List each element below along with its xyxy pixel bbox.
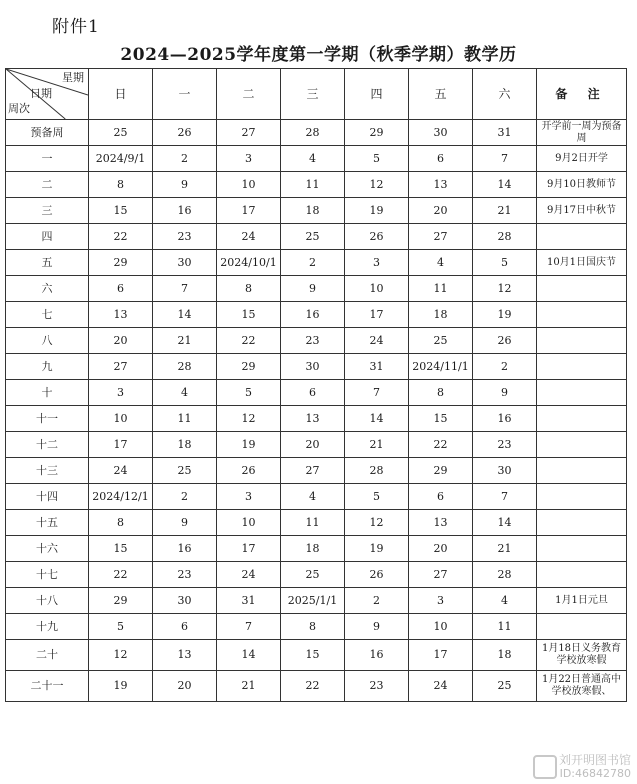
date-cell: 24: [217, 224, 281, 250]
table-row: [6, 276, 627, 302]
day-header: 三: [281, 69, 345, 120]
week-number-cell: 十七: [6, 562, 89, 588]
date-cell: 29: [217, 354, 281, 380]
date-cell: 12: [345, 172, 409, 198]
date-cell: 30: [153, 588, 217, 614]
table-row: [6, 432, 627, 458]
date-cell: 13: [409, 510, 473, 536]
week-number-cell: 十三: [6, 458, 89, 484]
date-cell: 20: [89, 328, 153, 354]
date-cell: 5: [345, 146, 409, 172]
table-row: [6, 671, 627, 702]
date-cell: 7: [473, 484, 537, 510]
teaching-calendar-table: [5, 68, 627, 702]
week-number-cell: 十四: [6, 484, 89, 510]
date-cell: 10: [409, 614, 473, 640]
date-cell: 7: [473, 146, 537, 172]
remark-cell: 1月18日义务教育学校放寒假: [537, 640, 627, 671]
date-cell: 10: [345, 276, 409, 302]
date-cell: 24: [345, 328, 409, 354]
date-cell: 22: [89, 224, 153, 250]
date-cell: 16: [153, 198, 217, 224]
date-cell: 28: [153, 354, 217, 380]
date-cell: 4: [153, 380, 217, 406]
date-cell: 30: [281, 354, 345, 380]
table-row: [6, 562, 627, 588]
date-cell: 9: [473, 380, 537, 406]
date-cell: 27: [409, 562, 473, 588]
date-cell: 9: [153, 510, 217, 536]
date-cell: 11: [281, 510, 345, 536]
date-cell: 17: [345, 302, 409, 328]
remark-cell: 9月2日开学: [537, 146, 627, 172]
date-cell: 15: [281, 640, 345, 671]
date-cell: 4: [409, 250, 473, 276]
date-cell: 17: [217, 536, 281, 562]
table-row: [6, 120, 627, 146]
week-number-cell: 十九: [6, 614, 89, 640]
date-cell: 3: [217, 146, 281, 172]
watermark-name: 刘开明图书馆: [558, 753, 631, 767]
table-row: [6, 302, 627, 328]
date-cell: 10: [217, 172, 281, 198]
date-cell: 16: [153, 536, 217, 562]
table-row: [6, 536, 627, 562]
remark-cell: [537, 224, 627, 250]
day-header: 一: [153, 69, 217, 120]
table-row: [6, 250, 627, 276]
attachment-label: 附件1: [52, 17, 100, 37]
date-cell: 9: [345, 614, 409, 640]
date-cell: 21: [217, 671, 281, 702]
date-cell: 25: [409, 328, 473, 354]
week-number-cell: 七: [6, 302, 89, 328]
week-number-cell: 十: [6, 380, 89, 406]
table-row: [6, 328, 627, 354]
date-cell: 2024/10/1: [217, 250, 281, 276]
watermark-logo-icon: [533, 755, 557, 779]
week-number-cell: 六: [6, 276, 89, 302]
remark-header: 备 注: [537, 69, 627, 120]
remark-cell: 10月1日国庆节: [537, 250, 627, 276]
week-number-cell: 五: [6, 250, 89, 276]
date-cell: 26: [153, 120, 217, 146]
date-cell: 20: [281, 432, 345, 458]
day-header: 五: [409, 69, 473, 120]
date-cell: 16: [473, 406, 537, 432]
date-cell: 12: [345, 510, 409, 536]
date-cell: 5: [217, 380, 281, 406]
remark-cell: 1月1日元旦: [537, 588, 627, 614]
week-number-cell: 四: [6, 224, 89, 250]
date-cell: 8: [89, 172, 153, 198]
week-number-cell: 八: [6, 328, 89, 354]
table-row: [6, 224, 627, 250]
date-cell: 16: [345, 640, 409, 671]
date-cell: 3: [89, 380, 153, 406]
remark-cell: [537, 328, 627, 354]
corner-header-cell: [6, 69, 89, 120]
date-cell: 19: [473, 302, 537, 328]
date-cell: 10: [217, 510, 281, 536]
remark-cell: [537, 380, 627, 406]
corner-week-label: 星期: [62, 71, 84, 84]
date-cell: 25: [89, 120, 153, 146]
date-cell: 9: [281, 276, 345, 302]
date-cell: 20: [153, 671, 217, 702]
date-cell: 24: [217, 562, 281, 588]
date-cell: 31: [345, 354, 409, 380]
date-cell: 8: [217, 276, 281, 302]
date-cell: 28: [473, 224, 537, 250]
date-cell: 27: [409, 224, 473, 250]
week-number-cell: 三: [6, 198, 89, 224]
date-cell: 3: [345, 250, 409, 276]
week-number-cell: 十八: [6, 588, 89, 614]
date-cell: 16: [281, 302, 345, 328]
date-cell: 24: [409, 671, 473, 702]
date-cell: 27: [89, 354, 153, 380]
table-row: [6, 458, 627, 484]
date-cell: 30: [153, 250, 217, 276]
remark-cell: [537, 406, 627, 432]
date-cell: 8: [89, 510, 153, 536]
date-cell: 18: [281, 536, 345, 562]
remark-cell: [537, 614, 627, 640]
date-cell: 14: [153, 302, 217, 328]
date-cell: 4: [473, 588, 537, 614]
date-cell: 13: [281, 406, 345, 432]
header-row: [6, 69, 627, 120]
table-row: [6, 380, 627, 406]
date-cell: 25: [281, 562, 345, 588]
date-cell: 28: [281, 120, 345, 146]
date-cell: 2: [345, 588, 409, 614]
calendar-body: [6, 120, 627, 702]
date-cell: 17: [409, 640, 473, 671]
remark-cell: [537, 484, 627, 510]
date-cell: 5: [89, 614, 153, 640]
date-cell: 3: [217, 484, 281, 510]
date-cell: 14: [473, 172, 537, 198]
remark-cell: 1月22日普通高中学校放寒假、: [537, 671, 627, 702]
week-number-cell: 十五: [6, 510, 89, 536]
date-cell: 22: [409, 432, 473, 458]
date-cell: 19: [217, 432, 281, 458]
date-cell: 6: [409, 484, 473, 510]
date-cell: 22: [217, 328, 281, 354]
date-cell: 2025/1/1: [281, 588, 345, 614]
table-row: [6, 198, 627, 224]
date-cell: 11: [153, 406, 217, 432]
date-cell: 13: [409, 172, 473, 198]
date-cell: 13: [153, 640, 217, 671]
date-cell: 3: [409, 588, 473, 614]
remark-cell: [537, 354, 627, 380]
week-number-cell: 十二: [6, 432, 89, 458]
week-number-cell: 十六: [6, 536, 89, 562]
week-number-cell: 九: [6, 354, 89, 380]
date-cell: 2024/11/1: [409, 354, 473, 380]
date-cell: 15: [89, 536, 153, 562]
date-cell: 17: [89, 432, 153, 458]
date-cell: 15: [217, 302, 281, 328]
page-title: 2024—2025学年度第一学期（秋季学期）教学历: [120, 45, 517, 65]
date-cell: 6: [409, 146, 473, 172]
remark-cell: [537, 302, 627, 328]
date-cell: 26: [473, 328, 537, 354]
date-cell: 31: [473, 120, 537, 146]
corner-date-label: 日期: [30, 87, 52, 100]
table-row: [6, 354, 627, 380]
table-row: [6, 406, 627, 432]
date-cell: 6: [153, 614, 217, 640]
date-cell: 11: [473, 614, 537, 640]
week-number-cell: 一: [6, 146, 89, 172]
table-row: [6, 484, 627, 510]
date-cell: 8: [281, 614, 345, 640]
date-cell: 2024/9/1: [89, 146, 153, 172]
date-cell: 21: [345, 432, 409, 458]
remark-cell: 9月10日教师节: [537, 172, 627, 198]
date-cell: 26: [217, 458, 281, 484]
date-cell: 25: [281, 224, 345, 250]
date-cell: 27: [217, 120, 281, 146]
date-cell: 28: [473, 562, 537, 588]
date-cell: 6: [89, 276, 153, 302]
date-cell: 29: [89, 588, 153, 614]
date-cell: 15: [89, 198, 153, 224]
date-cell: 30: [409, 120, 473, 146]
date-cell: 18: [409, 302, 473, 328]
date-cell: 5: [473, 250, 537, 276]
date-cell: 27: [281, 458, 345, 484]
date-cell: 20: [409, 198, 473, 224]
date-cell: 23: [153, 224, 217, 250]
date-cell: 11: [409, 276, 473, 302]
remark-cell: [537, 510, 627, 536]
date-cell: 12: [217, 406, 281, 432]
week-number-cell: 预备周: [6, 120, 89, 146]
date-cell: 12: [89, 640, 153, 671]
date-cell: 21: [473, 198, 537, 224]
week-number-cell: 二十: [6, 640, 89, 671]
remark-cell: [537, 536, 627, 562]
remark-cell: [537, 458, 627, 484]
remark-cell: [537, 276, 627, 302]
week-number-cell: 二十一: [6, 671, 89, 702]
date-cell: 2024/12/1: [89, 484, 153, 510]
date-cell: 2: [281, 250, 345, 276]
date-cell: 10: [89, 406, 153, 432]
date-cell: 20: [409, 536, 473, 562]
date-cell: 24: [89, 458, 153, 484]
date-cell: 23: [153, 562, 217, 588]
date-cell: 19: [345, 536, 409, 562]
table-row: [6, 588, 627, 614]
date-cell: 29: [345, 120, 409, 146]
date-cell: 28: [345, 458, 409, 484]
remark-cell: [537, 562, 627, 588]
date-cell: 19: [89, 671, 153, 702]
table-row: [6, 146, 627, 172]
date-cell: 17: [217, 198, 281, 224]
week-number-cell: 二: [6, 172, 89, 198]
remark-cell: 9月17日中秋节: [537, 198, 627, 224]
corner-index-label: 周次: [8, 102, 30, 115]
date-cell: 7: [217, 614, 281, 640]
date-cell: 25: [153, 458, 217, 484]
date-cell: 26: [345, 562, 409, 588]
day-header: 四: [345, 69, 409, 120]
date-cell: 2: [153, 484, 217, 510]
remark-cell: 开学前一周为预备周: [537, 120, 627, 146]
day-header: 二: [217, 69, 281, 120]
date-cell: 21: [473, 536, 537, 562]
watermark-id: ID:46842780: [559, 767, 631, 780]
date-cell: 21: [153, 328, 217, 354]
date-cell: 7: [153, 276, 217, 302]
date-cell: 6: [281, 380, 345, 406]
date-cell: 23: [473, 432, 537, 458]
table-row: [6, 614, 627, 640]
date-cell: 19: [345, 198, 409, 224]
table-row: [6, 510, 627, 536]
date-cell: 14: [473, 510, 537, 536]
week-number-cell: 十一: [6, 406, 89, 432]
date-cell: 12: [473, 276, 537, 302]
date-cell: 7: [345, 380, 409, 406]
date-cell: 2: [153, 146, 217, 172]
table-row: [6, 640, 627, 671]
date-cell: 4: [281, 484, 345, 510]
table-row: [6, 172, 627, 198]
date-cell: 15: [409, 406, 473, 432]
date-cell: 31: [217, 588, 281, 614]
date-cell: 23: [345, 671, 409, 702]
day-header: 日: [89, 69, 153, 120]
date-cell: 14: [345, 406, 409, 432]
date-cell: 18: [473, 640, 537, 671]
date-cell: 14: [217, 640, 281, 671]
date-cell: 13: [89, 302, 153, 328]
date-cell: 22: [89, 562, 153, 588]
date-cell: 9: [153, 172, 217, 198]
day-header: 六: [473, 69, 537, 120]
date-cell: 11: [281, 172, 345, 198]
date-cell: 22: [281, 671, 345, 702]
date-cell: 2: [473, 354, 537, 380]
date-cell: 4: [281, 146, 345, 172]
watermark: [559, 753, 631, 780]
date-cell: 30: [473, 458, 537, 484]
date-cell: 5: [345, 484, 409, 510]
remark-cell: [537, 432, 627, 458]
date-cell: 8: [409, 380, 473, 406]
date-cell: 29: [89, 250, 153, 276]
date-cell: 18: [153, 432, 217, 458]
date-cell: 23: [281, 328, 345, 354]
date-cell: 25: [473, 671, 537, 702]
date-cell: 26: [345, 224, 409, 250]
date-cell: 18: [281, 198, 345, 224]
date-cell: 29: [409, 458, 473, 484]
